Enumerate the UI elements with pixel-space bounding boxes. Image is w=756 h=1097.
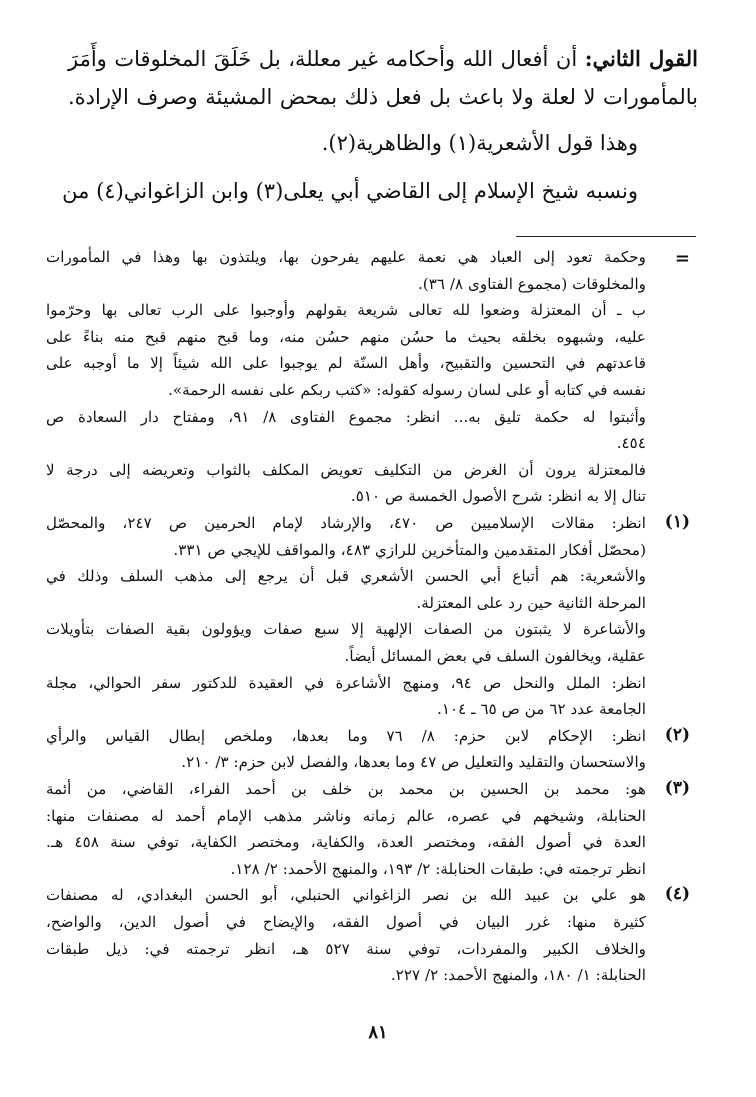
footnote-line: الحنابلة، وشيخهم في عصره، عالم زمانه وناشر مذهب الإمام أحمد له مصنفات منها: — [46, 806, 646, 825]
footnote-line: الجامعة عدد ٦٢ من ص ٦٥ ـ ١٠٤. — [437, 700, 646, 719]
footnote-continuation-line: فالمعتزلة يرون أن الغرض من التكليف تعويض المكلف بالثواب وتعريضه إلى درجة لا — [46, 460, 646, 479]
footnote-line: (محصّل أفكار المتقدمين والمتأخرين للرازي ٤٨٣، والمواقف للإيجي ص ٣٣١. — [173, 540, 646, 559]
footnote-line: المرحلة الثانية حين رد على المعتزلة. — [416, 593, 646, 612]
footnote-continuation-line: وأثبتوا له حكمة تليق به... انظر: مجموع الفتاوى ٨/ ٩١، ومفتاح دار السعادة ص — [46, 407, 646, 426]
footnote-line: العدة في أصول الفقه، ومختصر العدة، والكفاية، ومختصر الكفاية، توفي سنة ٤٥٨ هـ. — [46, 833, 646, 852]
main-paragraph-1-line-1 — [68, 44, 698, 74]
footnote-continuation-line: وحكمة تعود إلى العباد هي نعمة عليهم يفرحون بها، ويلتذون بها وهذا في المأمورات — [46, 248, 646, 266]
footnote-continuation-line: قاعدتهم في التحسين والتقبيح، وأهل السنّة لم يوجبوا على الله شيئاً إلا ما أوجبه على — [46, 354, 646, 373]
footnote-continuation-line: نفسه في كتابه أو على لسان رسوله كقوله: «كتب ربكم على نفسه الرحمة». — [168, 381, 646, 399]
footnote-continuation-line: ٤٥٤. — [616, 434, 646, 453]
footnote-marker: (١) — [664, 512, 690, 532]
footnote-marker: (٤) — [664, 884, 690, 905]
footnote-line: انظر: مقالات الإسلاميين ص ٤٧٠، والإرشاد لإمام الحرمين ص ٢٤٧، والمحصّل — [46, 514, 647, 532]
footnote-line: والخلاف الكبير والمفردات، توفي سنة ٥٢٧ هـ، انظر ترجمته في: ذيل طبقات — [46, 939, 647, 958]
footnote-line: عقلية، ويخالفون السلف في بعض المسائل أيضاً. — [344, 647, 646, 665]
footnote-continuation-line: والمخلوقات (مجموع الفتاوى ٨/ ٣٦). — [417, 274, 646, 293]
page-number: ٨١ — [368, 1022, 388, 1043]
footnote-line: انظر: الإحكام لابن حزم: ٨/ ٧٦ وما بعدها، وملخص إبطال القياس والرأي — [46, 726, 646, 745]
footnote-line: انظر ترجمته في: طبقات الحنابلة: ٢/ ١٩٣، والمنهج الأحمد: ٢/ ١٢٨. — [230, 859, 646, 878]
footnote-separator — [516, 236, 696, 237]
main-paragraph-1-line-2: بالمأمورات لا لعلة ولا باعث بل فعل ذلك بمحض المشيئة وصرف الإرادة. — [68, 85, 698, 109]
main-paragraph-2: وهذا قول الأشعرية(١) والظاهرية(٢). — [321, 131, 638, 155]
main-paragraph-3: ونسبه شيخ الإسلام إلى القاضي أبي يعلى(٣) وابن الزاغواني(٤) من — [62, 179, 638, 203]
footnote-continuation-line: ب ـ أن المعتزلة وضعوا لله تعالى شريعة بقولهم وأوجبوا على الرب تعالى بها وحرّموا — [46, 301, 646, 320]
footnote-line: والأشاعرة لا يثبتون من الصفات الإلهية إلا سبع صفات ويؤولون بقية الصفات بتأويلات — [46, 620, 646, 639]
footnote-marker: (٣) — [664, 778, 690, 798]
paragraph-lead-phrase: القول الثاني: — [584, 46, 698, 71]
footnote-line: والاستحسان والتقليد والتعليل ص ٤٧ وما بعدها، والفصل لابن حزم: ٣/ ٢١٠. — [181, 753, 646, 772]
footnote-line: والأشعرية: هم أتباع أبي الحسن الأشعري قبل أن يرجع إلى مذهب السلف وذلك في — [46, 567, 646, 586]
footnote-marker: (٢) — [664, 724, 690, 745]
footnote-line: انظر: الملل والنحل ص ٩٤، ومنهج الأشاعرة في العقيدة للدكتور سفر الحوالي، مجلة — [46, 673, 646, 692]
footnote-line: كثيرة منها: غرر البيان في أصول الفقه، والإيضاح في أصول الدين، والواضح، — [46, 913, 646, 931]
footnote-line: هو علي بن عبيد الله بن نصر الزاغواني الحنبلي، أبو الحسن البغدادي، له مصنفات — [46, 886, 646, 905]
footnote-line: هو: محمد بن الحسين بن محمد بن خلف بن أحمد الفراء، القاضي، من أئمة — [46, 780, 646, 798]
footnote-continuation-line: تنال إلا به انظر: شرح الأصول الخمسة ص ٥١٠. — [350, 487, 646, 506]
paragraph-text: أن أفعال الله وأحكامه غير معللة، بل خَلَقَ المخلوقات وأَمَرَ — [68, 47, 578, 71]
footnote-line: الحنابلة: ١/ ١٨٠، والمنهج الأحمد: ٢/ ٢٢٧. — [390, 966, 646, 985]
footnote-continuation-line: عليه، وشبهوه بخلقه بحيث ما حسُن منهم حسُن منه، وما قبح منهم قبح منه بناءً على — [46, 327, 646, 346]
continuation-mark: = — [674, 248, 690, 269]
